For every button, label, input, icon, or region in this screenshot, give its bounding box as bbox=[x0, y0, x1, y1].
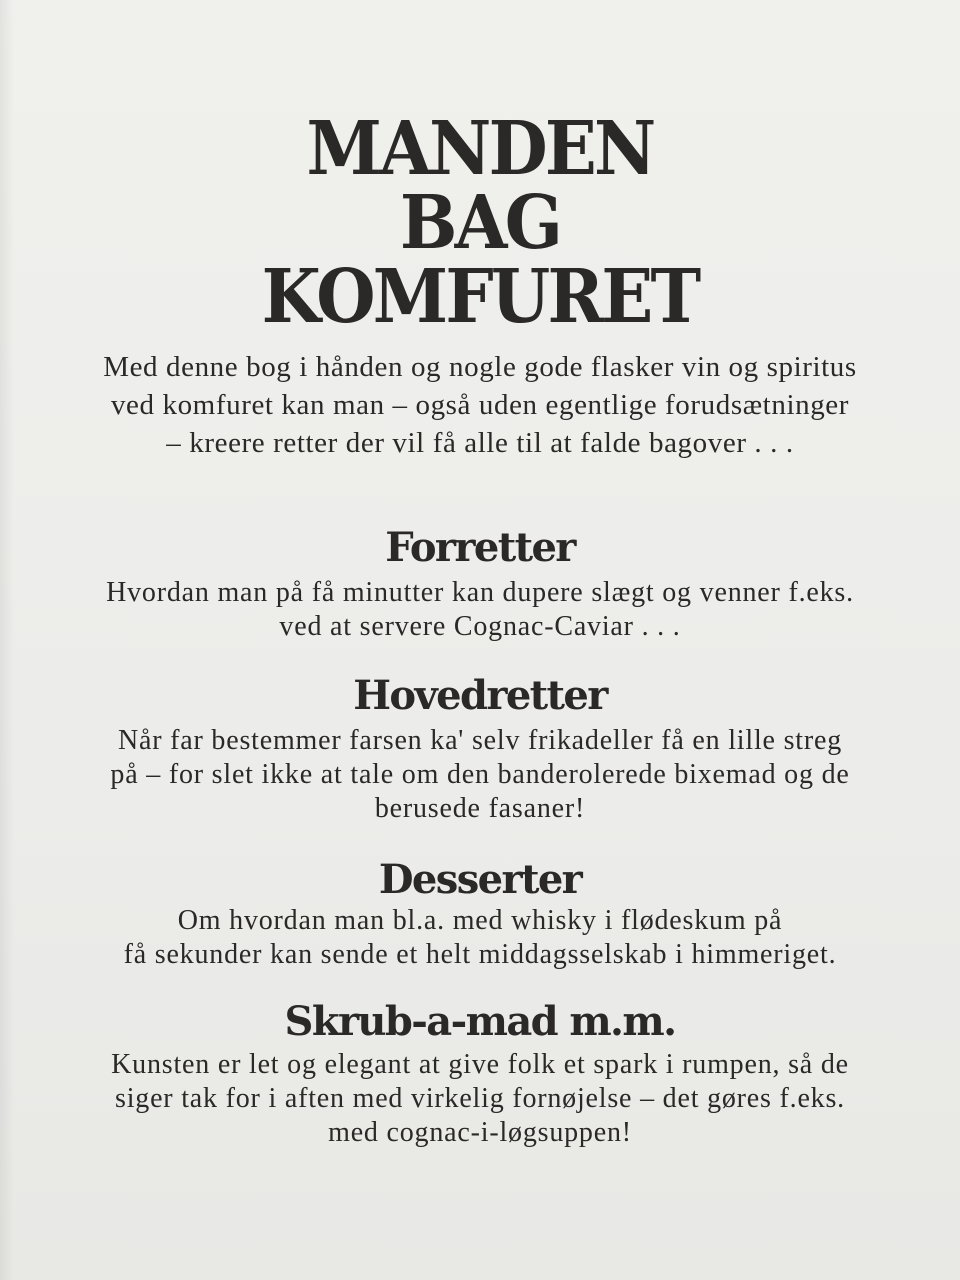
section-body-line: med cognac-i-løgsuppen! bbox=[328, 1117, 632, 1148]
page-title bbox=[0, 106, 960, 340]
section-body-line: Kunsten er let og elegant at give folk et spark i rumpen, så de bbox=[111, 1049, 849, 1080]
title-line-1: MANDEN bbox=[306, 106, 654, 192]
intro-line-2: ved komfuret kan man – også uden egentlige forudsætninger bbox=[110, 389, 850, 421]
section-body-forretter bbox=[40, 576, 920, 644]
title-line-2: BAG bbox=[399, 180, 561, 266]
intro-line-3: – kreere retter der vil få alle til at falde bagover . . . bbox=[166, 427, 794, 459]
section-body-skrub-a-mad bbox=[40, 1048, 920, 1150]
section-body-line: Når far bestemmer farsen ka' selv frikadeller få en lille streg bbox=[117, 725, 842, 756]
section-body-line: ved at servere Cognac-Caviar . . . bbox=[279, 611, 681, 642]
section-body-hovedretter bbox=[40, 724, 920, 826]
section-body-desserter bbox=[40, 904, 920, 972]
section-heading-skrub-a-mad: Skrub-a-mad m.m. bbox=[284, 998, 676, 1045]
section-heading-desserter: Desserter bbox=[378, 856, 582, 903]
section-body-line: få sekunder kan sende et helt middagsselskab i himmeriget. bbox=[123, 939, 837, 970]
section-body-line: Om hvordan man bl.a. med whisky i flødeskum på bbox=[177, 905, 783, 936]
section-body-line: berusede fasaner! bbox=[374, 793, 586, 824]
section-body-line: siger tak for i aften med virkelig fornøjelse – det gøres f.eks. bbox=[115, 1083, 845, 1114]
section-heading-hovedretter: Hovedretter bbox=[353, 672, 607, 719]
section-heading-forretter: Forretter bbox=[385, 524, 575, 571]
intro-line-1: Med denne bog i hånden og nogle gode flasker vin og spiritus bbox=[103, 351, 857, 383]
section-body-line: Hvordan man på få minutter kan dupere slægt og venner f.eks. bbox=[106, 577, 854, 608]
title-line-3: KOMFURET bbox=[261, 254, 699, 340]
intro-paragraph bbox=[40, 348, 920, 462]
section-body-line: på – for slet ikke at tale om den banderolerede bixemad og de bbox=[110, 759, 850, 790]
